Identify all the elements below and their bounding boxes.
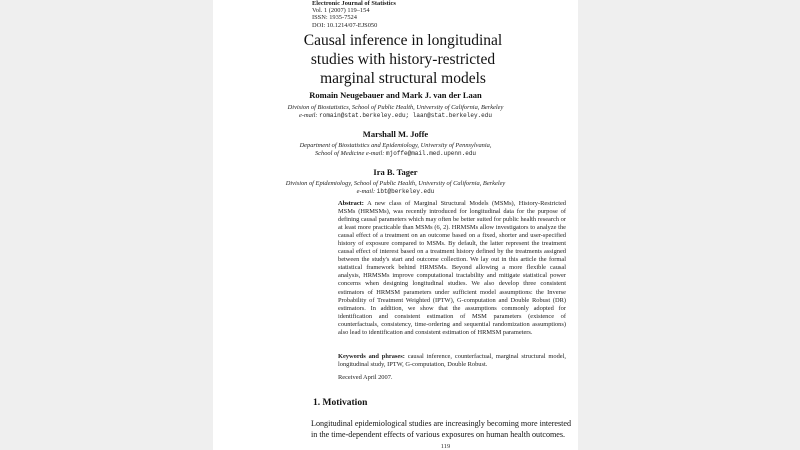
left-margin <box>0 0 213 450</box>
journal-issn: ISSN: 1935-7524 <box>312 14 357 22</box>
received-date: Received April 2007. <box>338 374 393 381</box>
author-email-row-3 <box>213 188 578 196</box>
author-affiliation-3: Division of Epidemiology, School of Public Health, University of California, Berkeley <box>285 180 506 187</box>
email-label-1: e-mail: <box>299 112 318 119</box>
author-email-3[interactable]: ibt@berkeley.edu <box>376 188 435 195</box>
author-affiliation-2b: School of Medicine <box>314 150 365 157</box>
abstract-label: Abstract: <box>338 200 364 207</box>
journal-name: Electronic Journal of Statistics <box>312 0 396 7</box>
journal-header <box>312 0 396 29</box>
abstract <box>338 200 566 337</box>
abstract-text: A new class of Marginal Structural Models (MSMs), History-Restricted MSMs (HRMSMs), was recently introduced for longitudinal data for the purpose of defining causal parameters which may often be better suited for public health research or at least more practicable than MSMs (6, 2). HRMSMs allow investigators to analyze the causal effect of a treatment on an outcome based on a fixed, shorter and user-specified history of exposure compared to MSMs. By default, the latter represent the treatment causal effect of interest based on a treatment history defined by the treatments assigned between the study's start and outcome collection. We lay out in this article the formal statistical framework behind HRMSMs. Beyond allowing a more flexible causal analysis, HRMSMs improve computational tractability and mitigate statistical power concerns when designing longitudinal studies. We also develop three consistent estimators of HRMSM parameters under sufficient model assumptions: the Inverse Probability of Treatment Weighted (IPTW), G-computation and Double Robust (DR) estimators. In addition, we show that the assumptions commonly adopted for identification and consistent estimation of MSM parameters (existence of counterfactuals, consistency, time-ordering and sequential randomization assumptions) also lead to identification and consistent estimation of HRMSM parameters. <box>338 200 566 336</box>
author-email-1[interactable]: romain@stat.berkeley.edu; laan@stat.berkeley.edu <box>319 112 492 119</box>
body-text <box>311 418 578 440</box>
journal-volume: Vol. 1 (2007) 119–154 <box>312 7 370 15</box>
author-email-2[interactable]: mjoffe@mail.med.upenn.edu <box>386 150 477 157</box>
author-names-2: Marshall M. Joffe <box>362 129 429 139</box>
section-heading: 1. Motivation <box>313 398 368 408</box>
keywords-text: causal inference, counterfactual, marginal structural model, longitudinal study, IPTW, G-computation, Double Robust. <box>338 353 566 369</box>
author-email-row-2 <box>213 150 578 158</box>
right-margin <box>578 0 800 450</box>
page-number: 119 <box>440 443 451 450</box>
email-label-2: e-mail: <box>365 150 385 157</box>
email-label-3: e-mail: <box>356 188 376 195</box>
keywords <box>338 353 566 369</box>
body-line: Longitudinal epidemiological studies are increasingly becoming more interested <box>311 419 572 428</box>
keywords-label: Keywords and phrases: <box>338 353 405 360</box>
paper-title: Causal inference in longitudinal studies with history-restricted marginal structural models <box>303 32 503 87</box>
author-affiliation-1: Division of Biostatistics, School of Public Health, University of California, Berkeley <box>287 104 504 111</box>
journal-doi: DOI: 10.1214/07-EJS050 <box>312 21 378 29</box>
author-names-3: Ira B. Tager <box>373 167 418 177</box>
author-affiliation-2: Department of Biostatistics and Epidemiology, University of Pennsylvania, <box>299 142 492 149</box>
paper-page <box>213 0 578 450</box>
body-line: in the time-dependent effects of various exposures on human health outcomes. <box>311 430 566 439</box>
author-names-1: Romain Neugebauer and Mark J. van der Laan <box>309 90 482 100</box>
author-email-row-1 <box>213 112 578 120</box>
